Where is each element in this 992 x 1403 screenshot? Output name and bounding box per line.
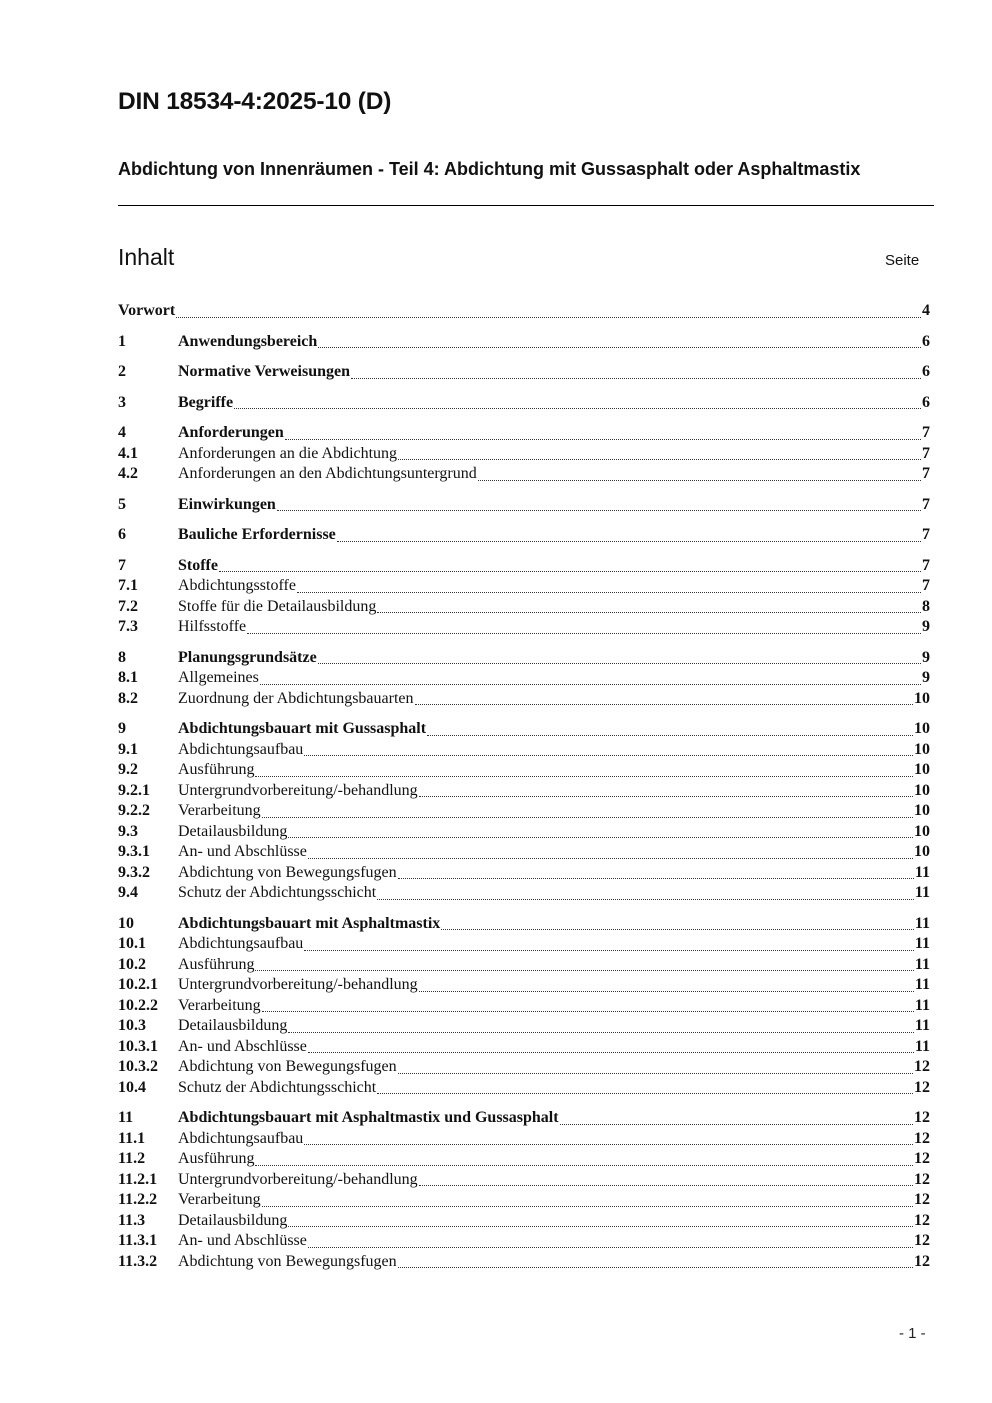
toc-entry-number: 11.2.2 (118, 1191, 158, 1208)
toc-entry-line (178, 1252, 930, 1273)
toc-entry-title: Untergrundvorbereitung/-behandlung (178, 976, 418, 993)
toc-entry-page: 7 (922, 495, 930, 513)
toc-dot-leader (478, 480, 921, 481)
toc-entry-line (178, 996, 930, 1017)
toc-entry-page: 7 (922, 424, 930, 441)
toc-entry-line (178, 1057, 930, 1078)
toc-entry-number: 9.2.2 (118, 802, 150, 819)
toc-entry-line (178, 719, 930, 740)
toc-entry-page: 12 (914, 1252, 930, 1270)
toc-entry-line (178, 464, 930, 485)
toc-entry-line (178, 781, 930, 802)
toc-entry-number: 4.1 (118, 444, 138, 462)
toc-entry-number: 10.2.2 (118, 996, 158, 1014)
toc-dot-leader (398, 1267, 913, 1268)
toc-entry-page: 10 (914, 802, 930, 819)
toc-page-column-label: Seite (885, 252, 920, 269)
toc-entry-line (178, 740, 930, 761)
toc-entry[interactable] (118, 822, 930, 843)
toc-entry-number: 11.2 (118, 1150, 146, 1167)
toc-entry-number: 11.3.2 (118, 1252, 158, 1270)
toc-entry-page: 12 (914, 1109, 930, 1126)
toc-dot-leader (308, 858, 913, 859)
toc-entry-title: Abdichtung von Bewegungsfugen (178, 1252, 397, 1270)
toc-dot-leader (398, 878, 914, 879)
toc-entry[interactable] (118, 1170, 930, 1191)
toc-entry[interactable] (118, 495, 930, 516)
toc-entry-title: Abdichtung von Bewegungsfugen (178, 1058, 397, 1075)
toc-entry[interactable] (118, 1252, 930, 1273)
toc-entry[interactable] (118, 1149, 930, 1170)
document-title: DIN 18534-4:2025-10 (D) (118, 88, 392, 115)
toc-entry-page: 12 (914, 1150, 930, 1167)
toc-entry[interactable] (118, 1190, 930, 1211)
toc-entry-page: 12 (914, 1058, 930, 1075)
toc-entry-page: 12 (914, 1191, 930, 1208)
toc-entry-number: 10.2 (118, 955, 146, 973)
toc-dot-leader (419, 991, 914, 992)
toc-entry-number: 9.2.1 (118, 781, 150, 799)
toc-entry-title: Abdichtungsbauart mit Asphaltmastix und Gussasphalt (178, 1109, 559, 1126)
document-subtitle: Abdichtung von Innenräumen - Teil 4: Abdichtung mit Gussasphalt oder Asphaltmastix (118, 159, 861, 179)
toc-entry[interactable] (118, 617, 930, 638)
toc-entry[interactable] (118, 883, 930, 904)
toc-entry-line (178, 1190, 930, 1211)
toc-entry-page: 10 (914, 740, 930, 758)
toc-entry-title: Verarbeitung (178, 996, 261, 1014)
toc-entry[interactable] (118, 464, 930, 485)
toc-entry-page: 10 (914, 761, 930, 778)
toc-entry-title: Verarbeitung (178, 1191, 261, 1208)
toc-entry[interactable] (118, 842, 930, 863)
toc-entry-number: 10.3.1 (118, 1037, 158, 1055)
toc-entry-title: Abdichtungsstoffe (178, 577, 296, 594)
toc-dot-leader (262, 817, 913, 818)
toc-entry-title: Anforderungen an die Abdichtung (178, 444, 398, 462)
toc-entry-title: Untergrundvorbereitung/-behandlung (178, 1170, 418, 1188)
toc-dot-leader (398, 1073, 913, 1074)
toc-entry[interactable] (118, 1108, 930, 1129)
toc-entry-number: 8 (118, 648, 126, 666)
toc-dot-leader (441, 929, 914, 930)
toc-entry[interactable] (118, 781, 930, 802)
toc-entry-page: 7 (922, 556, 930, 574)
toc-entry-page: 6 (922, 363, 930, 380)
toc-entry-title: Abdichtung von Bewegungsfugen (178, 863, 397, 881)
toc-entry[interactable] (118, 301, 930, 322)
toc-entry-title: Begriffe (178, 393, 234, 411)
toc-dot-leader (377, 899, 914, 900)
toc-entry-number: 11.1 (118, 1129, 146, 1147)
toc-dot-leader (219, 571, 921, 572)
toc-entry-number: 7.1 (118, 577, 138, 594)
toc-entry-title: Bauliche Erfordernisse (178, 526, 336, 543)
toc-entry-line (178, 934, 930, 955)
toc-entry-number: 2 (118, 363, 126, 380)
toc-entry-page: 11 (914, 996, 930, 1014)
toc-entry-number: 9.1 (118, 740, 138, 758)
toc-entry[interactable] (118, 914, 930, 935)
toc-entry-page: 6 (922, 332, 930, 350)
toc-entry[interactable] (118, 863, 930, 884)
toc-entry-number: 3 (118, 393, 126, 411)
toc-dot-leader (288, 837, 913, 838)
toc-dot-leader (255, 776, 913, 777)
toc-dot-leader (304, 1144, 913, 1145)
toc-entry-title: Detailausbildung (178, 1211, 288, 1229)
toc-entry[interactable] (118, 1231, 930, 1252)
toc-entry-number: 9.2 (118, 761, 138, 778)
toc-entry-line (178, 525, 930, 546)
toc-entry-page: 4 (922, 302, 930, 319)
toc-dot-leader (318, 347, 921, 348)
toc-entry-title: Allgemeines (178, 669, 259, 686)
toc-dot-leader (262, 1206, 913, 1207)
toc-entry-number: 10.1 (118, 935, 146, 952)
toc-dot-leader (285, 439, 921, 440)
toc-entry-page: 11 (914, 955, 930, 973)
toc-entry-page: 12 (914, 1078, 930, 1096)
toc-entry[interactable] (118, 1016, 930, 1037)
toc-entry-line (178, 332, 930, 353)
toc-entry-page: 12 (914, 1170, 930, 1188)
toc-entry-line (178, 760, 930, 781)
toc-entry[interactable] (118, 975, 930, 996)
toc-entry-line (178, 668, 930, 689)
toc-entry-page: 12 (914, 1129, 930, 1147)
toc-entry[interactable] (118, 1211, 930, 1232)
toc-entry-line (178, 1231, 930, 1252)
toc-entry-number: 9 (118, 720, 126, 737)
toc-entry-title: Normative Verweisungen (178, 363, 350, 380)
toc-entry-line (178, 444, 930, 465)
toc-dot-leader (337, 541, 921, 542)
toc-entry-line (178, 955, 930, 976)
toc-entry[interactable] (118, 423, 930, 444)
toc-entry[interactable] (118, 1037, 930, 1058)
toc-entry-page: 10 (914, 689, 930, 707)
toc-entry-title: Anforderungen an den Abdichtungsuntergrund (178, 465, 477, 482)
toc-entry-title: Hilfsstoffe (178, 618, 247, 635)
toc-dot-leader (297, 592, 921, 593)
toc-entry-line (178, 975, 930, 996)
toc-entry-number: 10 (118, 914, 134, 932)
toc-entry-page: 11 (914, 1017, 930, 1034)
toc-entry-line (178, 1211, 930, 1232)
toc-entry-title: Ausführung (178, 1150, 255, 1167)
toc-entry-page: 7 (922, 444, 930, 462)
toc-dot-leader (398, 459, 921, 460)
toc-entry-line (118, 301, 930, 322)
toc-entry-title: Detailausbildung (178, 822, 288, 840)
toc-entry-page: 9 (922, 669, 930, 686)
toc-entry-number: 11 (118, 1109, 134, 1126)
toc-entry-line (178, 801, 930, 822)
toc-dot-leader (288, 1226, 913, 1227)
toc-entry-number: 9.3.1 (118, 843, 150, 860)
toc-entry-number: 7.3 (118, 618, 138, 635)
toc-dot-leader (415, 704, 914, 705)
toc-entry[interactable] (118, 934, 930, 955)
toc-dot-leader (308, 1247, 913, 1248)
toc-entry-number: 11.3.1 (118, 1232, 158, 1249)
toc-entry-line (178, 1149, 930, 1170)
toc-heading: Inhalt (118, 244, 175, 270)
toc-entry-line (178, 576, 930, 597)
toc-entry-page: 11 (914, 1037, 930, 1055)
toc-dot-leader (377, 1093, 913, 1094)
toc-entry[interactable] (118, 719, 930, 740)
toc-entry-title: Einwirkungen (178, 495, 276, 513)
toc-entry[interactable] (118, 689, 930, 710)
toc-entry-number: 4 (118, 424, 126, 441)
toc-entry-line (178, 393, 930, 414)
toc-entry-title: Anwendungsbereich (178, 332, 318, 350)
toc-entry-page: 6 (922, 393, 930, 411)
toc-entry-page: 7 (922, 465, 930, 482)
toc-entry-title: An- und Abschlüsse (178, 1232, 307, 1249)
toc-entry-number: 10.3.2 (118, 1058, 158, 1075)
toc-entry-line (178, 863, 930, 884)
toc-entry-page: 10 (914, 720, 930, 737)
toc-dot-leader (304, 755, 913, 756)
toc-entry-title: Zuordnung der Abdichtungsbauarten (178, 689, 414, 707)
toc-entry-title: Abdichtungsaufbau (178, 935, 304, 952)
toc-dot-leader (255, 1165, 913, 1166)
toc-entry-line (178, 597, 930, 618)
toc-entry-number: 6 (118, 526, 126, 543)
toc-entry-line (178, 617, 930, 638)
toc-entry-number: 10.3 (118, 1017, 146, 1034)
toc-entry-title: Stoffe für die Detailausbildung (178, 597, 377, 615)
toc-entry-page: 12 (914, 1232, 930, 1249)
toc-dot-leader (304, 950, 914, 951)
toc-entry[interactable] (118, 597, 930, 618)
toc-entry-page: 11 (914, 884, 930, 901)
toc-entry-title: Stoffe (178, 556, 218, 574)
toc-entry-number: 4.2 (118, 465, 138, 482)
toc-entry-line (178, 822, 930, 843)
toc-entry-title: Schutz der Abdichtungsschicht (178, 884, 377, 901)
toc-entry[interactable] (118, 576, 930, 597)
toc-entry-page: 9 (922, 618, 930, 635)
toc-dot-leader (247, 633, 921, 634)
toc-entry[interactable] (118, 996, 930, 1017)
toc-entry-title: Verarbeitung (178, 802, 261, 819)
toc-entry-title: An- und Abschlüsse (178, 1037, 307, 1055)
toc-dot-leader (255, 970, 913, 971)
table-of-contents (118, 301, 930, 1272)
toc-entry[interactable] (118, 668, 930, 689)
toc-entry-page: 10 (914, 781, 930, 799)
toc-entry-title: An- und Abschlüsse (178, 843, 307, 860)
toc-entry[interactable] (118, 525, 930, 546)
toc-entry-title: Anforderungen (178, 424, 284, 441)
toc-entry-page: 11 (914, 935, 930, 952)
toc-entry-title: Ausführung (178, 761, 255, 778)
toc-dot-leader (234, 408, 921, 409)
toc-entry[interactable] (118, 393, 930, 414)
toc-dot-leader (560, 1124, 913, 1125)
toc-dot-leader (260, 684, 921, 685)
title-divider (118, 205, 934, 206)
toc-entry-page: 10 (914, 822, 930, 840)
toc-dot-leader (318, 663, 921, 664)
toc-entry-page: 10 (914, 843, 930, 860)
toc-entry-number: 9.3 (118, 822, 138, 840)
toc-entry-line (178, 1108, 930, 1129)
page-number: - 1 - (899, 1325, 926, 1342)
toc-entry-line (178, 362, 930, 383)
toc-entry-title: Abdichtungsbauart mit Gussasphalt (178, 720, 427, 737)
toc-entry-number: 1 (118, 332, 126, 350)
toc-dot-leader (288, 1032, 914, 1033)
toc-entry[interactable] (118, 1057, 930, 1078)
toc-dot-leader (427, 735, 913, 736)
toc-entry-number: 8.2 (118, 689, 138, 707)
toc-entry-line (178, 1129, 930, 1150)
toc-entry-page: 8 (922, 597, 930, 615)
toc-dot-leader (277, 510, 921, 511)
toc-entry-page: 11 (914, 976, 930, 993)
toc-dot-leader (351, 378, 921, 379)
toc-entry-line (178, 423, 930, 444)
toc-entry-line (178, 914, 930, 935)
toc-entry-line (178, 1016, 930, 1037)
toc-entry-page: 12 (914, 1211, 930, 1229)
toc-entry-number: 8.1 (118, 669, 138, 686)
toc-entry[interactable] (118, 955, 930, 976)
toc-entry[interactable] (118, 444, 930, 465)
toc-entry[interactable] (118, 648, 930, 669)
toc-entry-title: Detailausbildung (178, 1017, 288, 1034)
toc-entry-line (178, 842, 930, 863)
toc-entry-number: 9.3.2 (118, 863, 150, 881)
toc-dot-leader (419, 1185, 913, 1186)
toc-entry-line (178, 495, 930, 516)
toc-entry-number: 7.2 (118, 597, 138, 615)
toc-entry-number: 7 (118, 556, 126, 574)
toc-entry-title: Abdichtungsaufbau (178, 1129, 304, 1147)
toc-entry[interactable] (118, 801, 930, 822)
toc-entry-page: 11 (914, 914, 930, 932)
toc-entry[interactable] (118, 740, 930, 761)
toc-entry-line (178, 883, 930, 904)
toc-entry-title: Schutz der Abdichtungsschicht (178, 1078, 377, 1096)
toc-entry-title: Abdichtungsaufbau (178, 740, 304, 758)
toc-entry[interactable] (118, 332, 930, 353)
toc-entry-line (178, 1037, 930, 1058)
toc-entry-number: 11.3 (118, 1211, 146, 1229)
toc-entry-page: 11 (914, 863, 930, 881)
toc-entry-number: 5 (118, 495, 126, 513)
toc-entry[interactable] (118, 760, 930, 781)
toc-entry-line (178, 648, 930, 669)
toc-entry-title: Planungsgrundsätze (178, 648, 317, 666)
toc-dot-leader (377, 612, 921, 613)
toc-dot-leader (262, 1011, 914, 1012)
toc-entry-title: Untergrundvorbereitung/-behandlung (178, 781, 418, 799)
toc-entry-page: 7 (922, 577, 930, 594)
toc-entry-title: Abdichtungsbauart mit Asphaltmastix (178, 914, 441, 932)
toc-entry-page: 9 (922, 648, 930, 666)
toc-entry[interactable] (118, 362, 930, 383)
toc-dot-leader (419, 796, 913, 797)
toc-entry-title: Ausführung (178, 955, 255, 973)
toc-entry[interactable] (118, 1078, 930, 1099)
toc-entry-number: 10.2.1 (118, 976, 158, 993)
toc-dot-leader (176, 317, 921, 318)
toc-entry[interactable] (118, 556, 930, 577)
toc-entry-line (178, 1170, 930, 1191)
toc-entry-title: Vorwort (118, 302, 176, 319)
toc-entry-page: 7 (922, 526, 930, 543)
toc-entry[interactable] (118, 1129, 930, 1150)
toc-entry-line (178, 689, 930, 710)
toc-entry-number: 10.4 (118, 1078, 146, 1096)
toc-entry-line (178, 1078, 930, 1099)
toc-entry-number: 9.4 (118, 884, 138, 901)
toc-entry-number: 11.2.1 (118, 1170, 158, 1188)
toc-entry-line (178, 556, 930, 577)
toc-dot-leader (308, 1052, 914, 1053)
